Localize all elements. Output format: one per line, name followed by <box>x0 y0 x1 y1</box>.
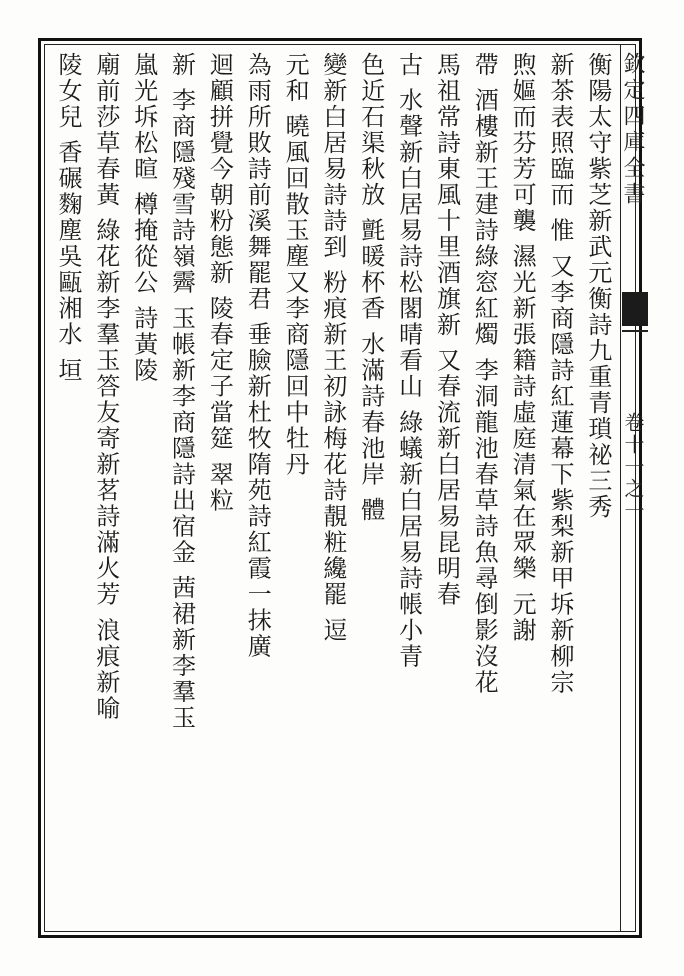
fish-tail-line <box>622 330 648 332</box>
text-column-10: 為雨所敗詩前溪舞罷君 垂臉新杜牧隋苑詩紅霞一抹廣 <box>243 52 272 660</box>
fish-tail-mark <box>622 292 648 326</box>
text-column-2: 新茶表照臨而 惟 又李商隱詩紅蓮幕下紫梨新甲坼新柳宗 <box>545 52 574 696</box>
text-column-15: 陵女兒 香碾麴塵吳甌湘水 垣 <box>54 52 82 384</box>
text-column-3: 煦嫗而芬芳可襲 濕光新張籍詩虛庭清氣在眾樂 元謝 <box>508 52 537 644</box>
text-column-11: 迴顧拼覺今朝粉態新 陵春定子當筵 翠粒 <box>205 52 234 514</box>
text-column-9: 元和 曉風回散玉塵又李商隱回中牡丹 <box>281 52 310 478</box>
text-column-5: 馬祖常詩東風十里酒旗新 又春流新白居易昆明春 <box>432 52 461 608</box>
text-column-1: 衡陽太守紫芝新武元衡詩九重青瑣祕三秀 <box>583 52 612 520</box>
text-column-12: 新 李商隱殘雪詩嶺霽 玉帳新李商隱詩出宿金 茜裙新李羣玉 <box>167 52 196 731</box>
text-column-4: 帶 酒樓新王建詩綠窓紅燭 李洞龍池春草詩魚尋倒影沒花 <box>470 52 499 696</box>
book-title: 欽定四庫全書 <box>620 52 645 208</box>
volume-label: 卷十一之一 <box>621 412 645 522</box>
text-column-13: 嵐光坼松暄 樽掩從公 詩黃陵 <box>129 52 158 384</box>
text-column-6: 古 水聲新白居易詩松閣晴看山 綠蟻新白居易詩帳小青 <box>394 52 423 670</box>
text-column-14: 廟前莎草春黃 綠花新李羣玉答友寄新茗詩滿火芳 浪痕新喻 <box>91 52 120 722</box>
text-column-8: 變新白居易詩詩到 粉痕新王初詠梅花詩靚粧纔罷 逗 <box>318 52 347 644</box>
text-columns <box>50 52 616 924</box>
text-column-7: 色近石渠秋放 氈暖杯香 水滿詩春池岸 體 <box>356 52 385 523</box>
